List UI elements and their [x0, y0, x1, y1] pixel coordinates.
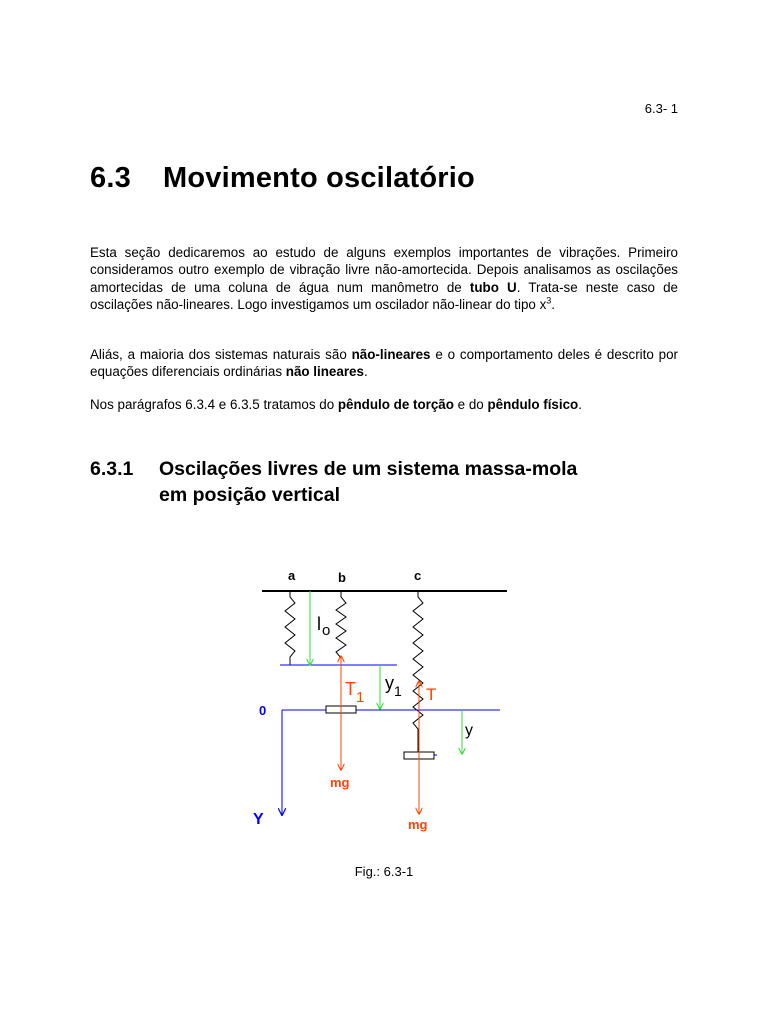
label-zero: 0	[259, 703, 267, 718]
label-y-axis: Y	[253, 811, 264, 828]
pendulum-text-1: Nos parágrafos 6.3.4 e 6.3.5 tratamos do	[90, 397, 338, 412]
subsection-number: 6.3.1	[90, 458, 134, 480]
intro-text-3: .	[551, 296, 556, 312]
label-y1	[385, 673, 402, 699]
subsection-title-line1: Oscilações livres de um sistema massa-mola	[159, 458, 578, 480]
pendulum-text-2: e do	[453, 397, 488, 412]
subsection-title-line2: em posição vertical	[159, 484, 341, 506]
label-c: c	[414, 568, 422, 583]
label-t1-sub: 1	[356, 689, 365, 706]
nonlinear-bold-2: não lineares	[285, 364, 364, 380]
intro-text-1: Esta seção dedicaremos ao estudo de alguns exemplos importantes de vibrações. Primeiro consideramos outro exemplo de vibração livre não-amortecida. Depois analisamos as oscilações amortecidas de uma coluna de água num manômetro de	[90, 245, 678, 295]
label-lo	[317, 614, 330, 639]
pendulum-bold-fisico: pêndulo físico	[487, 397, 579, 412]
label-mg-b: mg	[330, 775, 350, 790]
spring-c	[413, 591, 423, 752]
label-lo-sub: o	[322, 622, 331, 639]
label-y1-sub: 1	[394, 683, 402, 699]
nonlinear-bold-1: não-lineares	[351, 347, 431, 362]
pendulum-text-3: .	[578, 397, 582, 412]
label-t1-t: T	[345, 679, 356, 699]
nonlinear-text-1: Aliás, a maioria dos sistemas naturais são	[90, 347, 352, 362]
label-t1	[345, 679, 364, 706]
intro-superscript: 3	[546, 295, 552, 306]
spring-b	[336, 591, 346, 665]
spring-a	[285, 591, 295, 665]
label-mg-c: mg	[408, 817, 428, 832]
label-a: a	[288, 568, 296, 583]
intro-bold-tubo-u: tubo U	[469, 279, 517, 295]
nonlinear-text-3: .	[363, 364, 368, 380]
section-title-text: Movimento oscilatório	[163, 162, 475, 194]
section-number: 6.3	[90, 162, 131, 194]
label-y1-y: y	[385, 673, 394, 693]
label-b: b	[338, 570, 346, 585]
label-lo-l: l	[317, 614, 321, 634]
figure-caption: Fig.: 6.3-1	[354, 864, 414, 879]
nonlinear-text-2: e o comportamento deles é descrito por equações diferenciais ordinárias	[90, 347, 678, 380]
label-y: y	[465, 722, 473, 739]
page-number: 6.3- 1	[644, 101, 678, 116]
pendulum-bold-torcao: pêndulo de torção	[337, 397, 454, 412]
label-t: T	[426, 685, 437, 704]
intro-text-2: . Trata-se neste caso de oscilações não-lineares. Logo investigamos um oscilador não-linear do tipo x	[90, 279, 679, 312]
